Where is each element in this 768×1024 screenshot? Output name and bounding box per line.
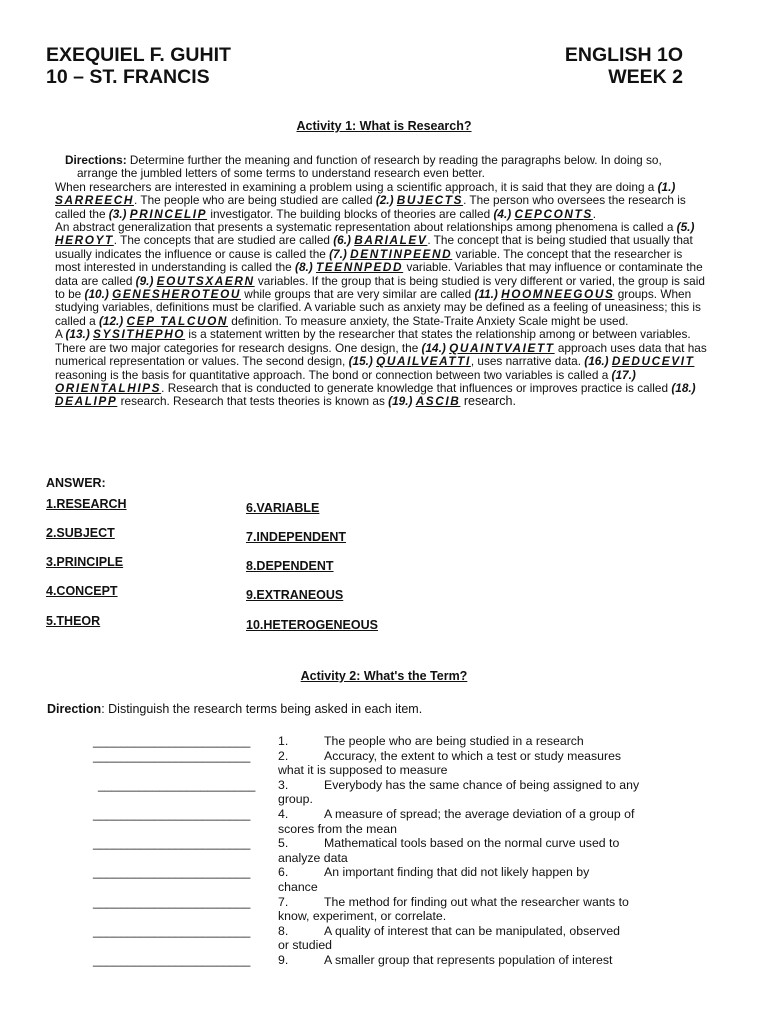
subject: ENGLISH 1O (564, 44, 683, 66)
jumbled-word: DEDUCEVIT (611, 354, 695, 369)
answer-blank[interactable]: _______________________ (93, 734, 251, 748)
jumbled-word: BUJECTS (396, 193, 464, 208)
jumbled-word: ASCIB (415, 394, 461, 409)
answer-blank[interactable]: _______________________ (93, 836, 251, 851)
question-item: _______________________ 2. Accuracy, the extent to which a test or study measures what it is supposed to measure (93, 748, 622, 778)
jumbled-word: PRINCELIP (129, 206, 208, 221)
activity2-title: Activity 2: What's the Term? (300, 669, 468, 683)
student-name: EXEQUIEL F. GUHIT (46, 44, 231, 66)
jumbled-word: QUAILVEATTI (376, 354, 471, 369)
jumbled-word: DEALIPP (55, 394, 118, 409)
directions-line2: arrange the jumbled letters of some terms to understand research even better. (77, 166, 485, 181)
paragraph-3: A (13.) SYSITHEPHO is a statement written by the researcher that states the relationship among or between variables. There are two major categories for research designs. One design, the (14.) QUAINTVAIETT approach uses data that has numerical representation or values. The second design, (15.) QUAILVEATTI, uses narrative data. (16.) DEDUCEVIT reasoning is the basis for quantitative approach. The bond or connection between two variables is called a (17.) ORIENTALHIPS. Research that is conducted to generate knowledge that influences or improves practice is called (18.) DEALIPP research. Research that tests theories is known as (19.) ASCIB research. (55, 327, 707, 409)
answer-item: 3.PRINCIPLE (46, 555, 124, 569)
question-item: _______________________ 3. Everybody has the same chance of being assigned to any group. (98, 777, 640, 807)
answer-item: 8.DEPENDENT (246, 559, 334, 573)
question-item: _______________________ 9. A smaller group that represents population of interest (93, 952, 613, 967)
activity1-title: Activity 1: What is Research? (296, 119, 472, 133)
directions-label: Directions: (65, 153, 127, 167)
answer-blank[interactable]: _______________________ (93, 952, 251, 967)
directions: Directions: Determine further the meaning and function of research by reading the paragraphs below. In doing so, (65, 153, 662, 167)
jumbled-word: BARIALEV (354, 233, 428, 248)
jumbled-word: CEP TALCUON (126, 313, 228, 328)
jumbled-word: ORIENTALHIPS (55, 380, 162, 395)
activity2-direction: Direction: Distinguish the research terms being asked in each item. (47, 702, 423, 716)
jumbled-word: HOOMNEEGOUS (501, 287, 615, 302)
jumbled-word: TEENNPEDD (316, 260, 404, 275)
answer-item: 4.CONCEPT (46, 584, 118, 598)
question-item: _______________________ 8. A quality of interest that can be manipulated, observed or studied (93, 923, 620, 953)
page-header (46, 44, 683, 88)
answer-blank[interactable]: _______________________ (93, 748, 251, 763)
jumbled-word: SYSITHEPHO (93, 327, 186, 342)
jumbled-word: DENTINPEEND (350, 246, 453, 261)
answer-item: 9.EXTRANEOUS (246, 588, 344, 602)
answer-blank[interactable]: _______________________ (98, 777, 256, 792)
answer-blank[interactable]: _______________________ (93, 865, 251, 880)
answer-blank[interactable]: _______________________ (93, 894, 251, 909)
jumbled-word: SARREECH (55, 193, 135, 208)
answer-label: ANSWER: (46, 476, 106, 490)
paragraph-1: When researchers are interested in examining a problem using a scientific approach, it is said that they are doing a (1.) SARREECH. The people who are being studied are called (2.) BUJECTS. The person who oversees the research is called the (3.) PRINCELIP investigator. The building blocks of theories are called (4.) CEPCONTS. (55, 179, 686, 221)
question-list (90, 734, 690, 968)
question-item: _______________________ 5. Mathematical tools based on the normal curve used to analyze data (93, 836, 620, 865)
jumbled-word: HEROYT (55, 233, 114, 248)
question-item: _______________________ 6. An important finding that did not likely happen by chance (93, 865, 590, 894)
answer-item: 7.INDEPENDENT (246, 530, 347, 544)
answer-item: 2.SUBJECT (46, 526, 115, 540)
paragraph-2: An abstract generalization that presents a systematic representation about relationships among phenomena is called a (5.) HEROYT. The concepts that are studied are called (6.) BARIALEV. The concept that is being studied that usually that usually indicates the influence or cause is called the (7.) DENTINPEEND variable. The concept that the researcher is most interested in understanding is called the (8.) TEENNPEDD variable. Variables that may influence or contaminate the data are called (9.) EOUTSXAERN variables. If the group that is being studied is very different or varied, the group is said to be (10.) GENESHEROTEOU while groups that are very similar are called (11.) HOOMNEEGOUS groups. When studying variables, definitions must be clarified. A variable such as anxiety may be defined as a feeling of uneasiness; this is called a (12.) CEP TALCUON definition. To measure anxiety, the State-Traite Anxiety Scale might be used. (55, 220, 705, 328)
question-item: _______________________ 1. The people who are being studied in a research (93, 734, 584, 748)
jumbled-word: QUAINTVAIETT (449, 340, 555, 355)
answer-blank[interactable]: _______________________ (93, 923, 251, 938)
answer-item: 10.HETEROGENEOUS (246, 618, 378, 632)
activity1-body (55, 154, 710, 409)
jumbled-word: CEPCONTS (514, 206, 593, 221)
week: WEEK 2 (608, 66, 683, 88)
answer-item: 5.THEOR (46, 614, 101, 628)
answer-blank[interactable]: _______________________ (93, 806, 251, 821)
section: 10 – ST. FRANCIS (46, 66, 210, 88)
jumbled-word: EOUTSXAERN (156, 273, 255, 288)
answer-item: 1.RESEARCH (46, 497, 127, 511)
jumbled-word: GENESHEROTEOU (112, 287, 242, 302)
answer-item: 6.VARIABLE (246, 501, 320, 515)
question-item: _______________________ 7. The method for finding out what the researcher wants to know, experiment, or correlate. (93, 894, 629, 924)
question-item: _______________________ 4. A measure of spread; the average deviation of a group of scores from the mean (93, 806, 635, 836)
